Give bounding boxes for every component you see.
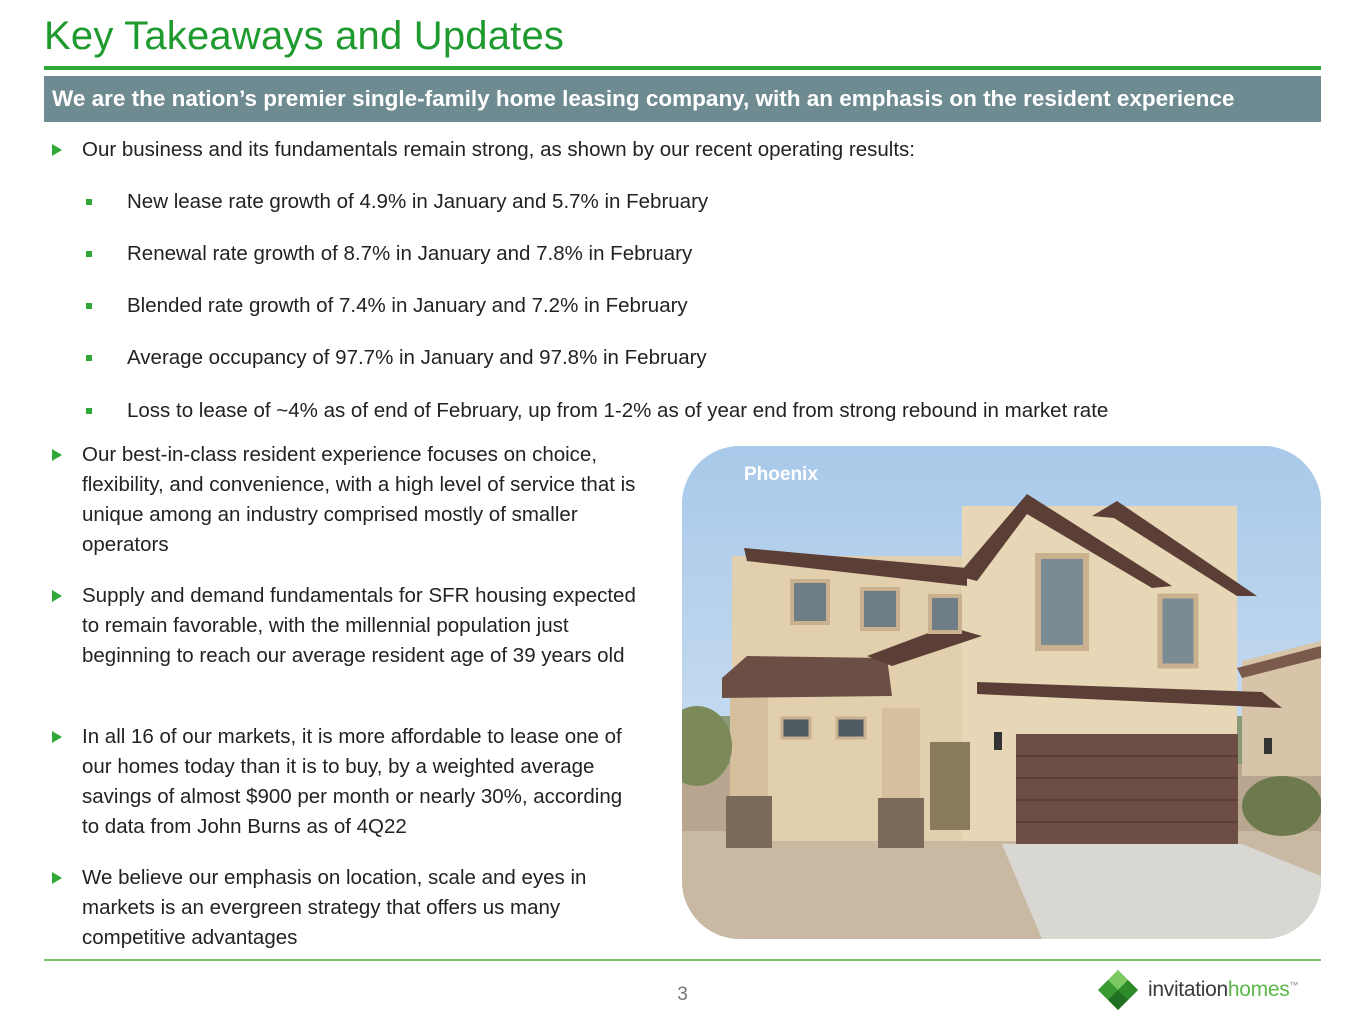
square-bullet-icon	[86, 199, 92, 205]
title-divider	[44, 66, 1321, 70]
house-illustration	[682, 446, 1321, 939]
triangle-bullet-icon	[52, 731, 62, 743]
bullet-item	[52, 722, 638, 842]
bullet-item	[52, 581, 638, 671]
sub-bullet	[86, 187, 708, 217]
logo-trademark: ™	[1289, 980, 1299, 990]
page-number: 3	[677, 984, 688, 1005]
slide-title: Key Takeaways and Updates	[44, 14, 565, 58]
banner-statement: We are the nation’s premier single-family home leasing company, with an emphasis on the resident experience	[44, 76, 1321, 122]
sub-bullet-text: New lease rate growth of 4.9% in January and 5.7% in February	[127, 190, 709, 213]
sub-bullet-text: Average occupancy of 97.7% in January and 97.8% in February	[127, 346, 707, 369]
logo-word-homes: homes	[1227, 978, 1290, 1001]
sub-bullet	[86, 343, 707, 373]
sub-bullet-text: Loss to lease of ~4% as of end of February, up from 1-2% as of year end from strong rebound in market rate	[127, 399, 1109, 422]
logo-word-invitation: invitation	[1148, 978, 1228, 1001]
triangle-bullet-icon	[52, 449, 62, 461]
sub-bullet-text: Renewal rate growth of 8.7% in January and 7.8% in February	[127, 242, 693, 265]
sub-bullet	[86, 396, 1108, 426]
bullet-text: Supply and demand fundamentals for SFR housing expected to remain favorable, with the millennial population just beginning to reach our average resident age of 39 years old	[82, 584, 636, 667]
bullet-item	[52, 863, 638, 953]
sub-bullet-text: Blended rate growth of 7.4% in January and 7.2% in February	[127, 294, 688, 317]
square-bullet-icon	[86, 303, 92, 309]
company-logo	[1096, 968, 1298, 1012]
bullet-text: In all 16 of our markets, it is more affordable to lease one of our homes today than it is to buy, by a weighted average savings of almost $900 per month or nearly 30%, according to data from John Burns as of 4Q22	[82, 725, 623, 838]
sub-bullet	[86, 291, 688, 321]
diamond-logo-icon	[1096, 968, 1140, 1012]
sub-bullet	[86, 239, 692, 269]
bullet-intro-text: Our business and its fundamentals remain strong, as shown by our recent operating results:	[82, 138, 915, 161]
bullet-item	[52, 440, 638, 560]
photo-location-label: Phoenix	[744, 464, 818, 485]
triangle-bullet-icon	[52, 590, 62, 602]
logo-wordmark	[1148, 978, 1298, 1002]
triangle-bullet-icon	[52, 872, 62, 884]
footer-divider	[44, 959, 1321, 961]
bullet-intro	[52, 135, 915, 165]
house-photo	[682, 446, 1321, 939]
square-bullet-icon	[86, 408, 92, 414]
square-bullet-icon	[86, 355, 92, 361]
bullet-text: We believe our emphasis on location, scale and eyes in markets is an evergreen strategy that offers us many competitive advantages	[82, 866, 587, 949]
bullet-text: Our best-in-class resident experience focuses on choice, flexibility, and convenience, with a high level of service that is unique among an industry comprised mostly of smaller operators	[82, 443, 636, 556]
triangle-bullet-icon	[52, 144, 62, 156]
square-bullet-icon	[86, 251, 92, 257]
